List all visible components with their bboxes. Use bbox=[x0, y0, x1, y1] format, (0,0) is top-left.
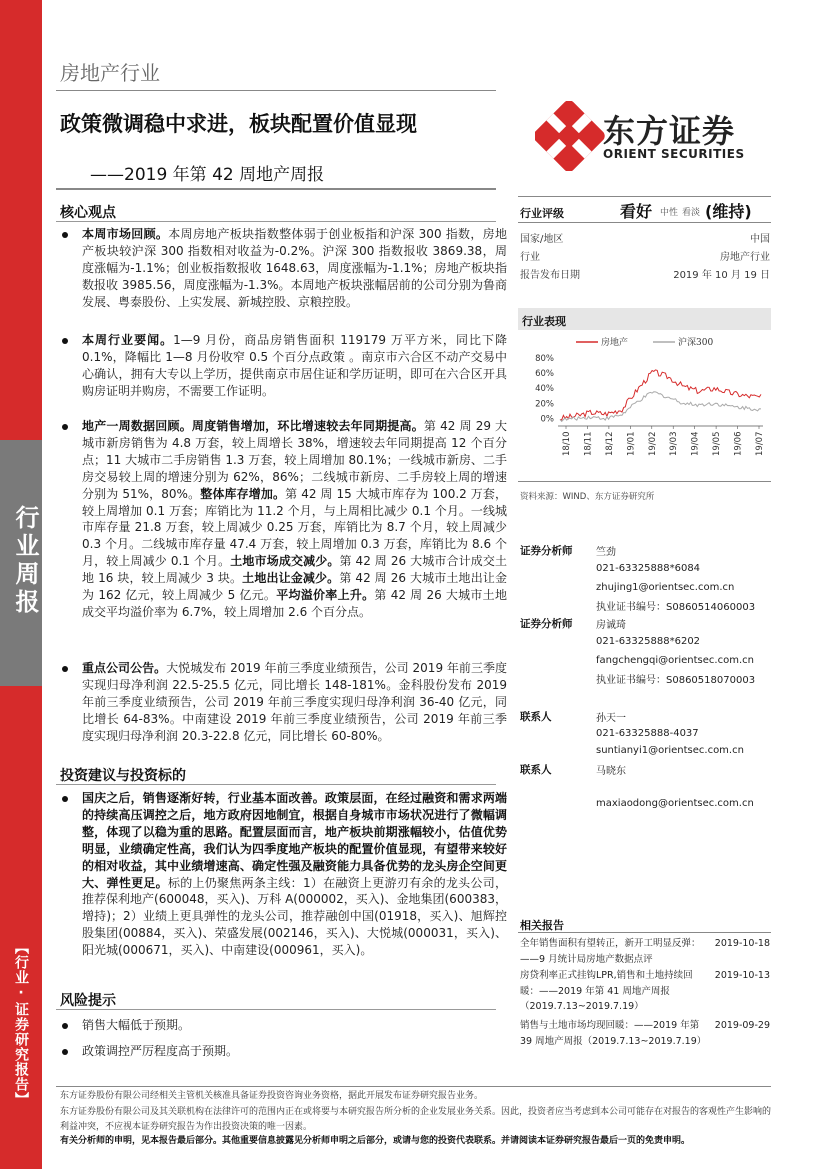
para-body: 第 42 周 29 大城市新房销售为 4.8 万套，较上周增长 38%，增速较去年同期提高 12 个百分点；11 大城市二手房销售 1.3 万套，较上周增加 80.1%；一线城市新房、二手房交易较上周的增速分别为 62%，86%；二线城市新房、二手房较上周的增速分别为 51%，80%。 bbox=[82, 419, 507, 501]
contact-role: 联系人 bbox=[520, 711, 552, 723]
divider bbox=[56, 784, 496, 785]
divider bbox=[56, 1086, 771, 1087]
legend-label: 房地产 bbox=[601, 338, 629, 348]
para-lead: 本周行业要闻。 bbox=[82, 333, 174, 347]
analyst-name: 竺劲 bbox=[596, 547, 616, 558]
related-report-line: 暖：——2019 年第 41 周地产周报 bbox=[520, 985, 670, 997]
related-report-item[interactable] bbox=[520, 1018, 770, 1049]
bullet bbox=[62, 1023, 68, 1029]
x-tick-label: 18/12 bbox=[604, 431, 615, 456]
section-investment: 投资建议与投资标的 bbox=[60, 768, 186, 784]
risk-item: 政策调控严厉程度高于预期。 bbox=[82, 1044, 239, 1058]
x-tick-label: 19/05 bbox=[712, 431, 723, 456]
analyst-role: 证券分析师 bbox=[520, 618, 573, 630]
related-report-item[interactable] bbox=[520, 936, 770, 967]
info-value: 房地产行业 bbox=[720, 252, 770, 263]
rating-value: 看好 bbox=[620, 202, 653, 221]
para-lead: 土地市场成交减少。 bbox=[230, 554, 340, 569]
divider bbox=[56, 221, 496, 222]
rating-bearish: 看淡 bbox=[682, 208, 701, 218]
para-market-review bbox=[82, 226, 507, 311]
analyst-phone: 021-63325888*6084 bbox=[596, 563, 701, 574]
report-subtitle: ——2019 年第 42 周地产周报 bbox=[90, 165, 325, 185]
logo-text-en: ORIENT SECURITIES bbox=[603, 147, 745, 161]
y-tick-label: 0% bbox=[540, 414, 554, 425]
rating-label: 行业评级 bbox=[520, 207, 564, 220]
info-row-industry bbox=[520, 248, 770, 263]
contact-phone: 021-63325888-4037 bbox=[596, 728, 699, 739]
contact-email[interactable]: suntianyi1@orientsec.com.cn bbox=[596, 745, 744, 756]
vertical-report-tag: 【行业·证券研究报告】 bbox=[13, 940, 29, 1107]
related-report-line: 39 周地产周报（2019.7.13~2019.7.19） bbox=[520, 1035, 707, 1047]
logo-text-cn: 东方证券 bbox=[603, 112, 736, 150]
para-body: 第 42 周 26 大城市土地成交平均溢价率为 6.7%，较上周增加 2.6 个百分点。 bbox=[82, 588, 507, 619]
para-lead: 整体库存增加。 bbox=[200, 486, 286, 501]
bullet bbox=[62, 1049, 68, 1055]
section-risk: 风险提示 bbox=[60, 993, 116, 1009]
analyst-email[interactable]: fangchengqi@orientsec.com.cn bbox=[596, 655, 754, 666]
para-industry-news bbox=[82, 332, 507, 400]
analyst-email[interactable]: zhujing1@orientsec.com.cn bbox=[596, 582, 735, 593]
divider bbox=[56, 90, 496, 91]
divider bbox=[56, 188, 496, 190]
para-lead: 本周市场回顾。 bbox=[82, 227, 169, 241]
legend-label: 沪深300 bbox=[678, 338, 714, 348]
rating-maintain: (维持) bbox=[705, 202, 752, 221]
bullet bbox=[62, 666, 68, 672]
analyst-name: 房诚琦 bbox=[596, 620, 626, 631]
x-tick-label: 19/06 bbox=[733, 431, 744, 456]
y-tick-label: 80% bbox=[535, 354, 554, 364]
para-body: 第 42 周 15 大城市库存为 100.2 万套，较上周增加 0.1 万套；库销比为 11.2 个月，与上周相比减少 0.1 个月。一线城市库存量 21.8 万套，较上周减少 0.25 万套，库销比为 8.7 个月，较上周减少 0.3 个月。二线城市库存量 47.4 万套，较上周增加 0.3 万套，库销比为 8.6 个月，较上周减少 0.1 个月。 bbox=[82, 486, 507, 569]
x-tick-label: 19/02 bbox=[647, 431, 658, 456]
contact-email[interactable]: maxiaodong@orientsec.com.cn bbox=[596, 798, 754, 809]
para-body: 标的上仍聚焦两条主线：1）在融资上更游刃有余的龙头公司，推荐保利地产(600048，买入)、万科 A(000002，买入)、金地集团(600383，增持)；2）业绩上更具弹性的龙头公司，推荐融创中国(01918，买入)、旭辉控股集团(00884，买入)、荣盛发展(002146，买入)、大悦城(000031，买入)、阳光城(000671，买入)、中南建设(000961，买入)。 bbox=[82, 875, 507, 958]
info-row-region bbox=[520, 230, 770, 245]
industry-title: 房地产行业 bbox=[60, 61, 160, 85]
risk-item: 销售大幅低于预期。 bbox=[82, 1018, 191, 1032]
para-body: 第 42 周 26 大城市合计成交土地 16 块，较上周减少 3 块。 bbox=[82, 554, 507, 586]
y-tick-label: 60% bbox=[535, 369, 554, 380]
x-tick-label: 19/07 bbox=[755, 431, 765, 456]
para-investment-advice bbox=[82, 790, 507, 959]
chart-source: 资料来源：WIND、东方证券研究所 bbox=[520, 492, 655, 502]
vertical-report-type: 行业周报 bbox=[11, 505, 39, 617]
para-weekly-data bbox=[82, 418, 507, 621]
rating-neutral: 中性 bbox=[660, 208, 679, 218]
related-reports-heading: 相关报告 bbox=[520, 919, 564, 932]
contact-name: 孙天一 bbox=[596, 713, 626, 724]
analyst-phone: 021-63325888*6202 bbox=[596, 636, 701, 647]
divider bbox=[518, 932, 771, 933]
footer-analyst-statement: 有关分析师的申明，见本报告最后部分。其他重要信息披露见分析师申明之后部分，或请与您的投资代表联系。并请阅读本证券研究报告最后一页的免责申明。 bbox=[60, 1136, 691, 1146]
para-lead: 重点公司公告。 bbox=[82, 661, 167, 675]
section-core-views: 核心观点 bbox=[60, 205, 116, 221]
divider bbox=[518, 481, 771, 482]
para-body: 1—9 月份，商品房销售面积 119179 万平方米，同比下降 0.1%，降幅比 1—8 月份收窄 0.5 个百分点政策 。南京市六合区不动产交易中心确认，拥有大专以上学历，提供南京市居住证和学历证明，即可在六合区开具购房证明并购房，不需要工作证明。 bbox=[82, 333, 507, 398]
related-report-line: 房贷利率正式挂钩LPR,销售和土地持续回 bbox=[520, 970, 693, 981]
bullet bbox=[62, 232, 68, 238]
related-report-date: 2019-10-13 bbox=[714, 970, 770, 981]
info-value: 2019 年 10 月 19 日 bbox=[673, 270, 770, 281]
related-report-item[interactable] bbox=[520, 968, 770, 1015]
related-report-line: ——9 月统计局房地产数据点评 bbox=[520, 953, 653, 965]
bullet bbox=[62, 338, 68, 344]
related-report-line: 销售与土地市场均现回暖：——2019 年第 bbox=[520, 1020, 700, 1031]
divider bbox=[56, 1009, 496, 1010]
series-line-1 bbox=[560, 392, 761, 422]
x-tick-label: 19/03 bbox=[669, 431, 680, 456]
info-key: 报告发布日期 bbox=[520, 270, 580, 281]
report-title: 政策微调稳中求进，板块配置价值显现 bbox=[60, 112, 417, 136]
footer-qualification: 东方证券股份有限公司经相关主管机关核准具备证券投资咨询业务资格，据此开展发布证券研究报告业务。 bbox=[60, 1091, 484, 1101]
x-tick-label: 19/01 bbox=[626, 431, 637, 456]
bullet bbox=[62, 424, 68, 430]
related-report-date: 2019-09-29 bbox=[714, 1020, 770, 1031]
analyst-cert: 执业证书编号：S0860514060003 bbox=[596, 602, 756, 613]
para-lead: 平均溢价率上升。 bbox=[276, 588, 375, 603]
info-key: 国家/地区 bbox=[520, 234, 564, 245]
contact-role: 联系人 bbox=[520, 764, 552, 776]
para-lead: 地产一周数据回顾。周度销售增加，环比增速较去年同期提高。 bbox=[82, 419, 424, 433]
y-tick-label: 40% bbox=[535, 384, 554, 395]
para-body: 大悦城发布 2019 年前三季度业绩预告，公司 2019 年前三季度实现归母净利润 22.5-25.5 亿元，同比增长 148-181%。金科股份发布 2019 年前三季度业绩预告，公司 2019 年前三季度实现归母净利润 36-40 亿元，同比增长 64-83%。中南建设 2019 年前三季度业绩预告，公司 2019 年前三季度实现归母净利润 20.3-22.8 亿元，同比增长 60-80%。 bbox=[82, 661, 507, 743]
x-tick-label: 18/10 bbox=[562, 431, 572, 456]
para-lead: 土地出让金减少。 bbox=[242, 571, 340, 586]
contact-name: 马晓东 bbox=[596, 766, 626, 777]
para-company-announcements bbox=[82, 660, 507, 745]
analyst-cert: 执业证书编号：S0860518070003 bbox=[596, 675, 756, 686]
analyst-role: 证券分析师 bbox=[520, 545, 573, 557]
footer-disclosure: 东方证券股份有限公司及其关联机构在法律许可的范围内正在或将要与本研究报告所分析的企业发展业务关系。因此，投资者应当考虑到本公司可能存在对报告的客观性产生影响的利益冲突，不应视本证券研究报告为作出投资决策的唯一因素。 bbox=[60, 1107, 772, 1132]
divider bbox=[518, 196, 771, 197]
x-tick-label: 19/04 bbox=[690, 431, 701, 456]
info-row-date bbox=[520, 266, 770, 281]
related-report-line: 全年销售面积有望转正，新开工明显反弹： bbox=[520, 938, 701, 949]
related-report-date: 2019-10-18 bbox=[714, 938, 770, 949]
performance-label: 行业表现 bbox=[522, 315, 566, 328]
bullet bbox=[62, 796, 68, 802]
para-lead: 国庆之后，销售逐渐好转，行业基本面改善。政策层面，在经过融资和需求两端的持续高压调控之后，地方政府因地制宜，根据自身城市市场状况进行了微幅调整，体现了以稳为重的思路。配置层面而言，地产板块前期涨幅较小，估值优势明显，业绩确定性高，我们认为四季度地产板块的配置价值显现，有望带来较好的相对收益，其中业绩增速高、确定性强及融资能力具备优势的龙头房企空间更大、弹性更足。 bbox=[82, 791, 507, 890]
para-body: 本周房地产板块指数整体弱于创业板指和沪深 300 指数，房地产板块较沪深 300 指数相对收益为-0.2%。沪深 300 指数报收 3869.38，周度涨幅为-1.1%；创业板指数报收 1648.63，周度涨幅为-1.1%；房地产板块指数报收 3985.56，周度涨幅为-1.3%。本周地产板块涨幅居前的公司分别为鲁商发展、粤泰股份、上实发展、新城控股、京粮控股。 bbox=[82, 227, 507, 309]
para-body: 第 42 周 26 大城市土地出让金为 162 亿元，较上周减少 5 亿元。 bbox=[82, 571, 507, 603]
info-key: 行业 bbox=[520, 252, 540, 263]
x-tick-label: 18/11 bbox=[583, 431, 594, 456]
series-line-0 bbox=[560, 370, 761, 420]
divider bbox=[518, 222, 771, 223]
related-report-line: （2019.7.13~2019.7.19） bbox=[520, 1001, 644, 1012]
y-tick-label: 20% bbox=[535, 399, 554, 410]
info-value: 中国 bbox=[750, 234, 770, 245]
performance-chart bbox=[518, 333, 771, 478]
